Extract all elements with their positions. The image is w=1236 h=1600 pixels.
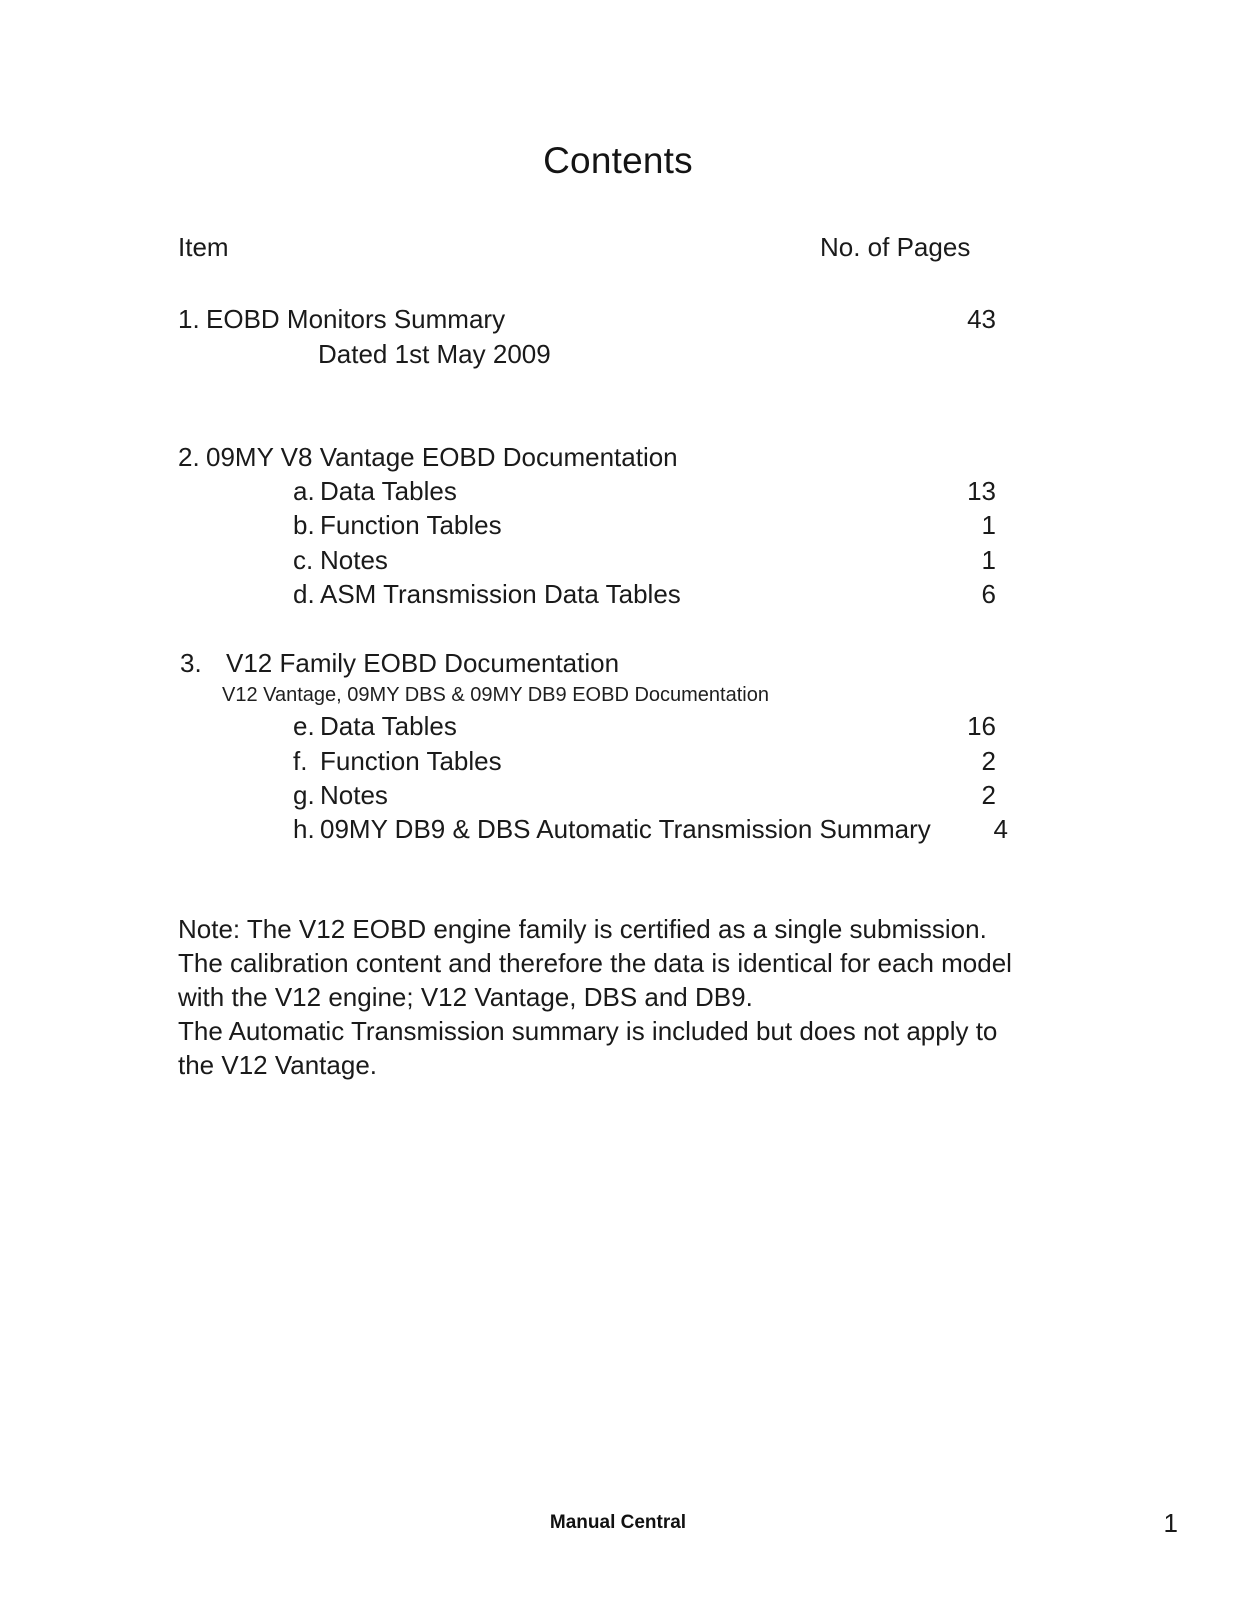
toc-entry-3h-letter: h. xyxy=(293,814,315,844)
toc-entry-3f-label: Function Tables xyxy=(320,746,502,776)
note-line-2: The calibration content and therefore the data is identical for each model xyxy=(178,948,1012,978)
toc-entry-3e-letter: e. xyxy=(293,711,315,741)
toc-entry-2d[interactable] xyxy=(178,577,1008,611)
column-header-item: Item xyxy=(178,232,229,262)
toc-section-3-title: V12 Family EOBD Documentation xyxy=(226,648,620,678)
toc-entry-3e-pages: 16 xyxy=(967,711,996,741)
toc-entry-2b-label: Function Tables xyxy=(320,510,502,540)
toc-entry-2b-pages: 1 xyxy=(981,510,996,540)
note-line-4: The Automatic Transmission summary is included but does not apply to xyxy=(178,1016,998,1046)
footer-page-number: 1 xyxy=(1163,1508,1178,1538)
toc-entry-section-1[interactable] xyxy=(178,302,1008,336)
toc-entry-3g-pages: 2 xyxy=(981,780,996,810)
note-line-5: the V12 Vantage. xyxy=(178,1050,378,1080)
toc-entry-2c[interactable] xyxy=(178,543,1008,577)
toc-entry-3h-label: 09MY DB9 & DBS Automatic Transmission Summary xyxy=(320,814,931,844)
toc-entry-3f-pages: 2 xyxy=(981,746,996,776)
toc-entry-section-3[interactable] xyxy=(178,646,1008,680)
note-line-1: Note: The V12 EOBD engine family is certified as a single submission. xyxy=(178,914,987,944)
note-line-3: with the V12 engine; V12 Vantage, DBS and DB9. xyxy=(178,982,753,1012)
toc-entry-section-2[interactable] xyxy=(178,440,1008,474)
toc-entry-3e-label: Data Tables xyxy=(320,711,457,741)
toc-entry-3f[interactable] xyxy=(178,744,1008,778)
toc-section-3-number: 3. xyxy=(180,648,202,678)
toc-entry-3h[interactable] xyxy=(178,812,1008,846)
toc-entry-2a-pages: 13 xyxy=(967,476,996,506)
toc-entry-2b[interactable] xyxy=(178,508,1008,542)
page-title: Contents xyxy=(543,140,693,181)
toc-entry-3h-pages: 4 xyxy=(993,814,1008,844)
toc-entry-2a-label: Data Tables xyxy=(320,476,457,506)
toc-entry-3f-letter: f. xyxy=(293,746,308,776)
toc-section-2-title: 09MY V8 Vantage EOBD Documentation xyxy=(206,442,678,472)
toc-entry-2a[interactable] xyxy=(178,474,1008,508)
toc-section-1-subtitle-row xyxy=(178,337,1008,371)
toc-entry-2c-pages: 1 xyxy=(981,545,996,575)
toc-entry-2d-pages: 6 xyxy=(981,579,996,609)
note-paragraph xyxy=(178,912,1058,1082)
toc-entry-2a-letter: a. xyxy=(293,476,315,506)
column-header-pages: No. of Pages xyxy=(820,232,971,262)
toc-section-1-subtitle: Dated 1st May 2009 xyxy=(318,339,551,369)
toc-entry-2c-letter: c. xyxy=(293,545,314,575)
toc-entry-2c-label: Notes xyxy=(320,545,388,575)
toc-entry-2b-letter: b. xyxy=(293,510,315,540)
toc-entry-2d-label: ASM Transmission Data Tables xyxy=(320,579,681,609)
toc-section-3-subtitle: V12 Vantage, 09MY DBS & 09MY DB9 EOBD Documentation xyxy=(222,684,769,706)
toc-section-2-number: 2. xyxy=(178,442,200,472)
toc-section-1-title: EOBD Monitors Summary xyxy=(206,304,506,334)
toc-entry-3g-label: Notes xyxy=(320,780,388,810)
toc-entry-2d-letter: d. xyxy=(293,579,315,609)
toc-entry-3g[interactable] xyxy=(178,778,1008,812)
toc-entry-3e[interactable] xyxy=(178,709,1008,743)
toc-entry-3g-letter: g. xyxy=(293,780,315,810)
toc-section-1-pages: 43 xyxy=(967,304,996,334)
footer-title: Manual Central xyxy=(549,1512,687,1533)
toc-section-1-number: 1. xyxy=(178,304,200,334)
